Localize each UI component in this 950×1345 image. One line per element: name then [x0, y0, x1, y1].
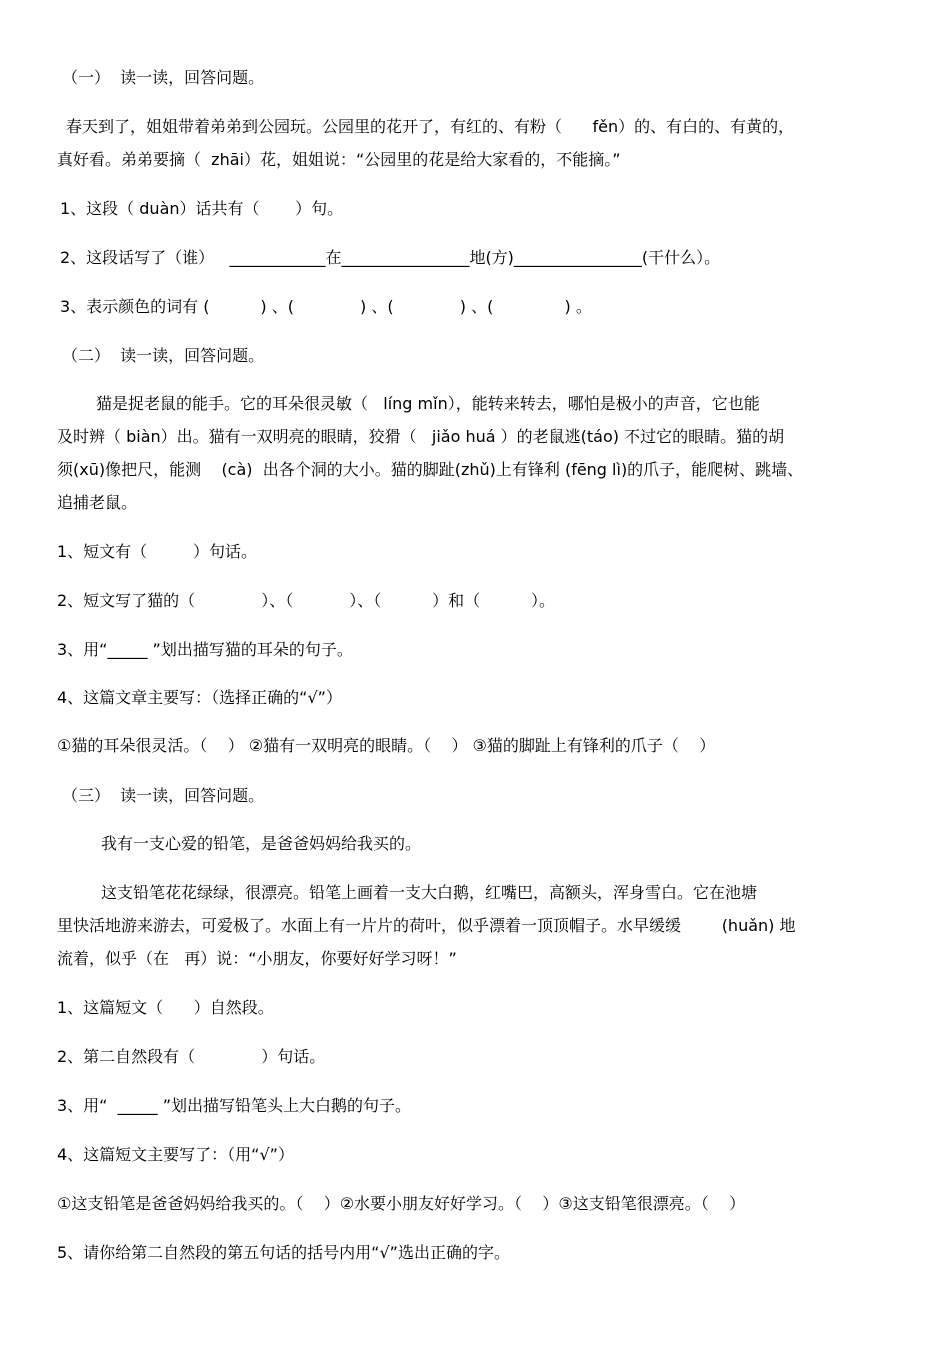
section-3-heading: （三） 读一读，回答问题。: [62, 786, 265, 805]
section-1-question-3: 3、表示颜色的词有 ( ) 、( ) 、( ) 、( ) 。: [60, 297, 592, 316]
section-2-question-2: 2、短文写了猫的（ ）、（ ）、（ ）和（ ）。: [57, 591, 555, 610]
section-2-passage-line-4: 追捕老鼠。: [57, 493, 138, 512]
section-1-passage-line-1: 春天到了，姐姐带着弟弟到公园玩。公园里的花开了，有红的、有粉（ fěn）的、有白的、有黄的，: [66, 117, 795, 136]
section-1-passage-line-2: 真好看。弟弟要摘（ zhāi）花，姐姐说：“公园里的花是给大家看的，不能摘。”: [57, 150, 621, 169]
section-2-question-1: 1、短文有（ ）句话。: [57, 542, 257, 561]
section-2-question-4: 4、这篇文章主要写：（选择正确的“√”）: [57, 688, 342, 707]
section-3-question-5: 5、请你给第二自然段的第五句话的括号内用“√”选出正确的字。: [57, 1243, 510, 1262]
section-3-passage-line-2: 这支铅笔花花绿绿，很漂亮。铅笔上画着一支大白鹅，红嘴巴，高额头，浑身雪白。它在池塘: [101, 883, 758, 902]
section-1-heading: （一） 读一读，回答问题。: [62, 68, 265, 87]
section-3-passage-line-4: 流着，似乎（在 再）说：“小朋友，你要好好学习呀！”: [57, 949, 457, 968]
section-2-passage-line-2: 及时辨（ biàn）出。猫有一双明亮的眼睛，狡猾（ jiǎo huá ）的老鼠逃(táo) 不过它的眼睛。猫的胡: [57, 427, 785, 446]
section-3-question-4-options: ①这支铅笔是爸爸妈妈给我买的。（ ）②水要小朋友好好学习。（ ）③这支铅笔很漂亮。（ ）: [57, 1194, 746, 1213]
section-2-passage-line-3: 须(xū)像把尺，能测 (cà) 出各个洞的大小。猫的脚趾(zhǔ)上有锋利 (fēng lì)的爪子，能爬树、跳墙、: [57, 460, 804, 479]
section-1-question-2: 2、这段话写了（谁） ____________在________________地(方)________________(干什么）。: [60, 248, 721, 267]
section-3-question-1: 1、这篇短文（ ）自然段。: [57, 998, 274, 1017]
section-3-question-4: 4、这篇短文主要写了：（用“√”）: [57, 1145, 294, 1164]
section-3-question-2: 2、第二自然段有（ ）句话。: [57, 1047, 326, 1066]
section-3-question-3: 3、用“ _____ ”划出描写铅笔头上大白鹅的句子。: [57, 1096, 412, 1115]
section-3-passage-line-3: 里快活地游来游去，可爱极了。水面上有一片片的荷叶，似乎漂着一顶顶帽子。水早缓缓 (huǎn) 地: [57, 916, 796, 935]
section-1-question-1: 1、这段（ duàn）话共有（ ）句。: [60, 199, 344, 218]
section-3-passage-line-1: 我有一支心爱的铅笔，是爸爸妈妈给我买的。: [101, 834, 422, 853]
section-2-question-3: 3、用“_____ ”划出描写猫的耳朵的句子。: [57, 640, 353, 659]
section-2-question-4-options: ①猫的耳朵很灵活。（ ） ②猫有一双明亮的眼睛。（ ） ③猫的脚趾上有锋利的爪子（ ）: [57, 736, 716, 755]
section-2-heading: （二） 读一读，回答问题。: [62, 346, 265, 365]
section-2-passage-line-1: 猫是捉老鼠的能手。它的耳朵很灵敏（ líng mǐn），能转来转去，哪怕是极小的声音，它也能: [96, 394, 760, 413]
